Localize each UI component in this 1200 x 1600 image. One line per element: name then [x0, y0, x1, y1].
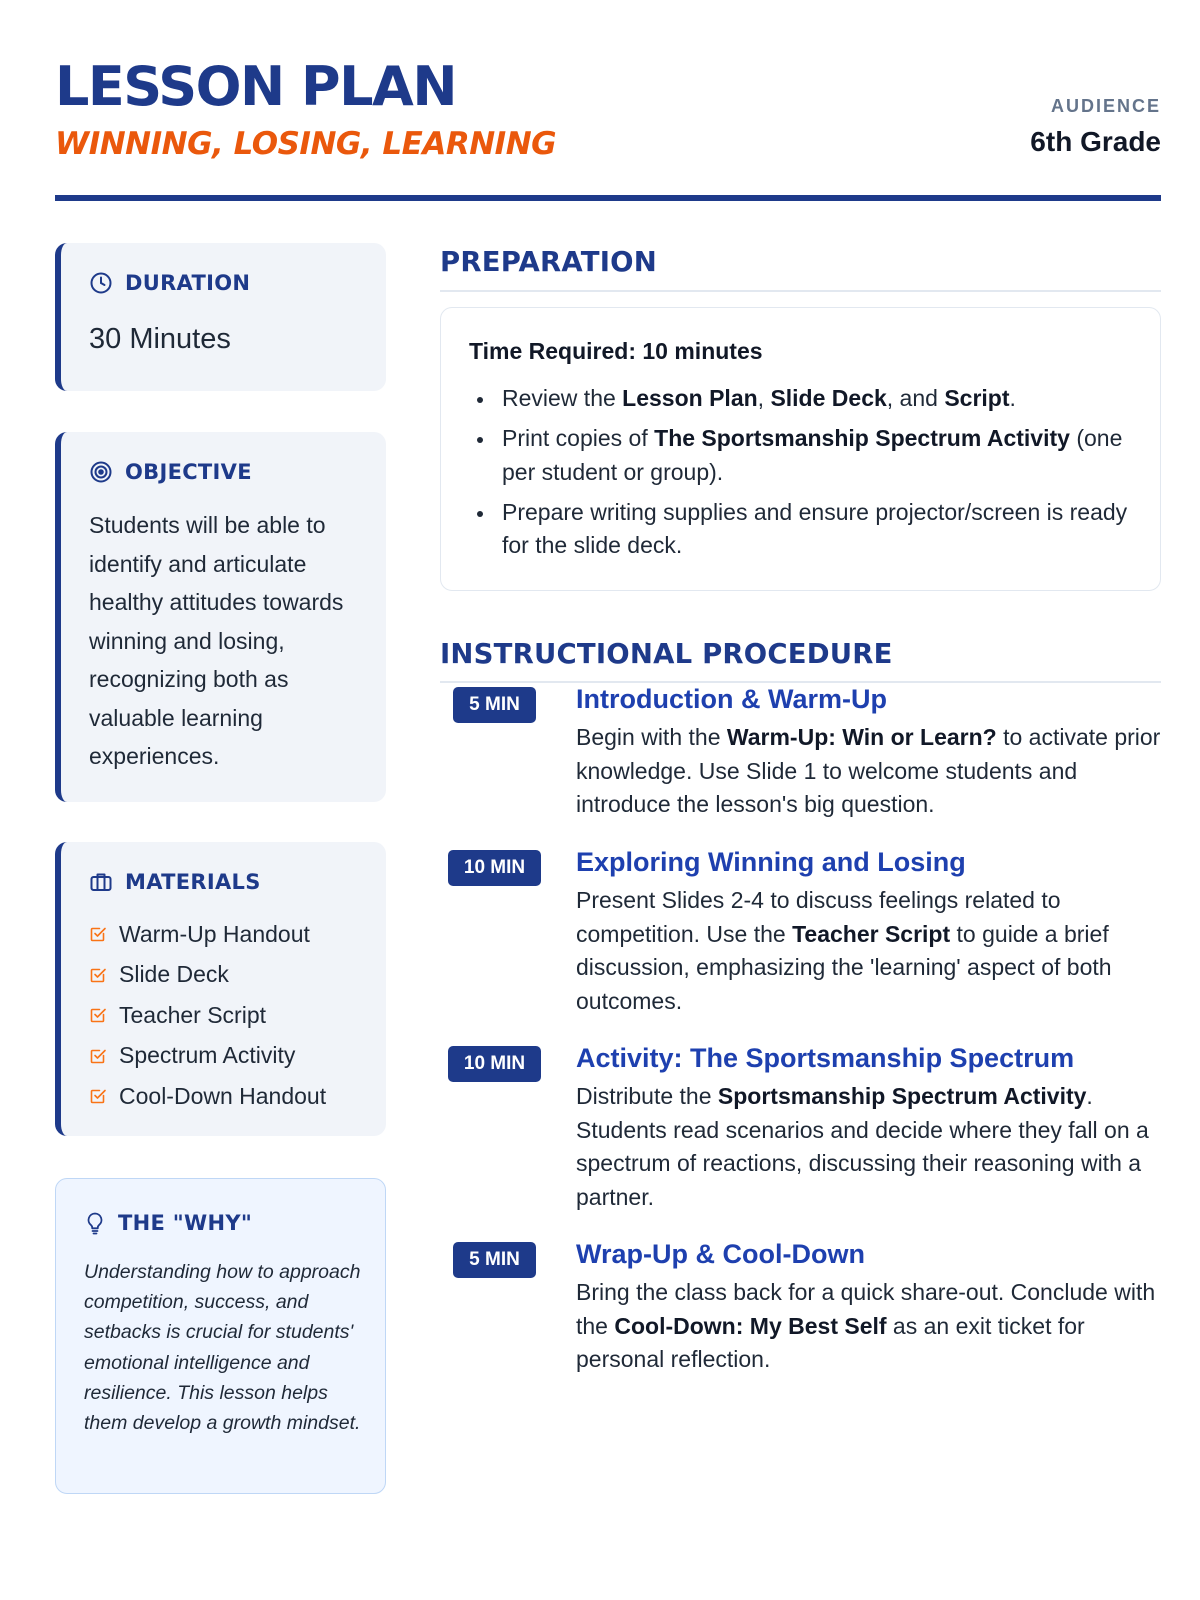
- step-title: Exploring Winning and Losing: [576, 847, 966, 877]
- step-title: Wrap-Up & Cool-Down: [576, 1239, 865, 1269]
- bold-term: Cool-Down: My Best Self: [614, 1312, 887, 1339]
- why-label: THE "WHY": [118, 1211, 253, 1235]
- materials-card: [55, 842, 386, 1136]
- duration-value: 30 Minutes: [89, 323, 231, 355]
- objective-card: [55, 432, 386, 802]
- target-icon: [89, 460, 113, 484]
- duration-header: [89, 271, 250, 295]
- why-card: [55, 1178, 386, 1494]
- step-description: Present Slides 2-4 to discuss feelings related to competition. Use the Teacher Script to guide a brief discussion, emphasizing the 'learning' aspect of both outcomes.: [576, 887, 1112, 1014]
- header: [55, 54, 1161, 204]
- duration-card: [55, 243, 386, 391]
- preparation-title: PREPARATION: [440, 246, 657, 278]
- page-title: LESSON PLAN: [55, 55, 457, 118]
- material-item: [89, 995, 326, 1036]
- materials-label: MATERIALS: [125, 870, 261, 894]
- bold-term: The Sportsmanship Spectrum Activity: [654, 425, 1070, 451]
- header-divider: [55, 195, 1161, 201]
- bold-term: Warm-Up: Win or Learn?: [726, 724, 997, 750]
- material-item: [89, 914, 326, 955]
- objective-label: OBJECTIVE: [125, 460, 252, 484]
- time-badge: 10 MIN: [448, 850, 541, 886]
- procedure-title: INSTRUCTIONAL PROCEDURE: [440, 638, 893, 670]
- bold-term: Lesson Plan: [622, 385, 758, 411]
- preparation-item: Print copies of The Sportsmanship Spectrum Activity (one per student or group).: [469, 422, 1129, 489]
- why-header: [84, 1211, 252, 1235]
- checkbox-checked-icon: [89, 1047, 107, 1065]
- objective-text: Students will be able to identify and articulate healthy attitudes towards winning and losing, recognizing both as valuable learning experiences.: [89, 512, 344, 769]
- checkbox-checked-icon: [89, 1087, 107, 1105]
- step-description: Distribute the Sportsmanship Spectrum Activity. Students read scenarios and decide where they fall on a spectrum of reactions, discussing their reasoning with a partner.: [576, 1083, 1149, 1210]
- material-label: Teacher Script: [119, 1001, 267, 1028]
- material-label: Slide Deck: [119, 961, 229, 988]
- objective-header: [89, 460, 252, 484]
- materials-header: [89, 870, 261, 894]
- materials-list: [89, 914, 326, 1117]
- page-subtitle: WINNING, LOSING, LEARNING: [55, 126, 557, 162]
- step-title: Introduction & Warm-Up: [576, 684, 887, 714]
- material-label: Cool-Down Handout: [119, 1082, 327, 1109]
- material-label: Warm-Up Handout: [119, 920, 310, 947]
- briefcase-icon: [89, 870, 113, 894]
- why-text: Understanding how to approach competition, success, and setbacks is crucial for students' emotional intelligence and resilience. This lesson helps them develop a growth mindset.: [84, 1261, 361, 1435]
- time-badge: 5 MIN: [453, 1242, 536, 1278]
- time-required: Time Required: 10 minutes: [469, 338, 763, 364]
- material-item: [89, 1076, 326, 1117]
- material-label: Spectrum Activity: [119, 1042, 296, 1069]
- lesson-plan-page: [55, 0, 1161, 1600]
- audience-value: 6th Grade: [1030, 126, 1161, 157]
- preparation-item: Prepare writing supplies and ensure projector/screen is ready for the slide deck.: [469, 496, 1129, 563]
- checkbox-checked-icon: [89, 966, 107, 984]
- step-description: Begin with the Warm-Up: Win or Learn? to activate prior knowledge. Use Slide 1 to welcome students and introduce the lesson's big question.: [576, 724, 1161, 817]
- time-badge: 10 MIN: [448, 1046, 541, 1082]
- bold-term: Script: [944, 385, 1010, 411]
- material-item: [89, 1036, 326, 1077]
- time-badge: 5 MIN: [453, 687, 536, 723]
- bold-term: Teacher Script: [792, 920, 951, 947]
- duration-label: DURATION: [125, 271, 251, 295]
- audience-label: AUDIENCE: [1050, 96, 1161, 116]
- preparation-item: Review the Lesson Plan, Slide Deck, and Script.: [469, 382, 1129, 416]
- preparation-box: [440, 307, 1161, 591]
- step-title: Activity: The Sportsmanship Spectrum: [576, 1043, 1075, 1073]
- preparation-divider: [440, 290, 1161, 292]
- lightbulb-icon: [84, 1211, 106, 1235]
- clock-icon: [89, 271, 113, 295]
- checkbox-checked-icon: [89, 925, 107, 943]
- preparation-list: [469, 382, 1129, 569]
- bold-term: Slide Deck: [770, 385, 887, 411]
- step-description: Bring the class back for a quick share-out. Conclude with the Cool-Down: My Best Self as an exit ticket for personal reflection.: [576, 1279, 1156, 1372]
- bold-term: Sportsmanship Spectrum Activity: [717, 1083, 1087, 1109]
- checkbox-checked-icon: [89, 1006, 107, 1024]
- material-item: [89, 955, 326, 996]
